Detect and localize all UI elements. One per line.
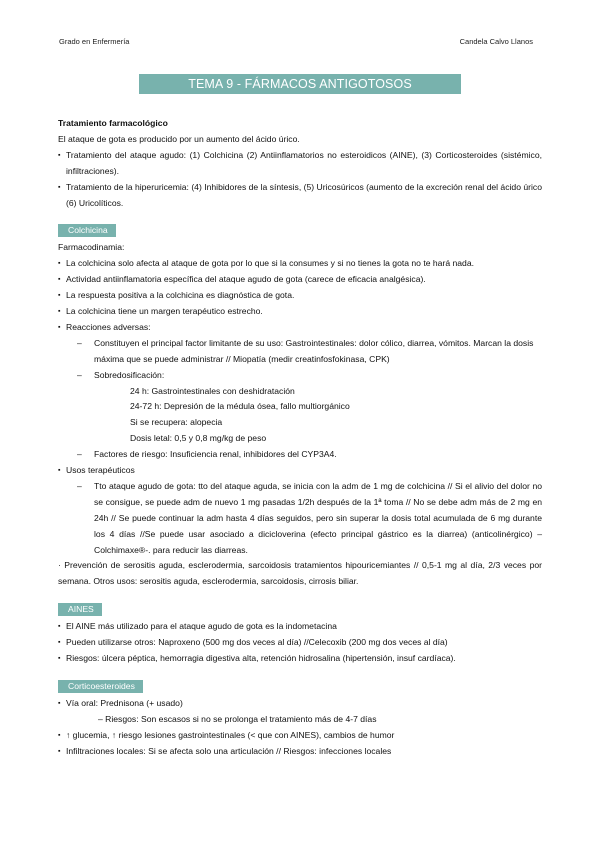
list-item: ▪ ↑ glucemia, ↑ riesgo lesiones gastrointestinales (< que con AINES), cambios de humor xyxy=(58,728,542,744)
list-item: ▪ La colchicina tiene un margen terapéutico estrecho. xyxy=(58,304,542,320)
prevention-paragraph: · Prevención de serositis aguda, esclerodermia, sarcoidosis tratamientos hipouricemiantes // 0,5-1 mg al día, 2/3 veces por semana. Otros usos: serositis aguda, esclerodermia, sarcoidosis, cirrosis biliar. xyxy=(58,560,542,587)
topic-banner: TEMA 9 - FÁRMACOS ANTIGOTOSOS (HIPOURICEMIANTES) xyxy=(139,74,461,94)
overdose-item: 24-72 h: Depresión de la médula ósea, fallo multiorgánico xyxy=(130,401,350,412)
section-tag-corticoesteroides: Corticoesteroides xyxy=(58,680,143,693)
list-item: ▪ Pueden utilizarse otros: Naproxeno (500 mg dos veces al día) //Celecoxib (200 mg dos veces al día) xyxy=(58,635,542,651)
overdose-item: Si se recupera: alopecia xyxy=(130,417,223,428)
list-item: ▪ La respuesta positiva a la colchicina es diagnóstica de gota. xyxy=(58,288,542,304)
list-item: ▪ Riesgos: úlcera péptica, hemorragia digestiva alta, retención hidrosalina (hipertensión, insuf cardíaca). xyxy=(58,651,542,667)
sub-list-item: – Sobredosificación: xyxy=(77,369,165,380)
list-item: ▪ Usos terapéuticos xyxy=(58,463,542,479)
overdose-item: 24 h: Gastrointestinales con deshidratación xyxy=(130,385,295,396)
document-body xyxy=(58,116,542,759)
sub-list-item: – Riesgos: Son escasos si no se prolonga el tratamiento más de 4-7 días xyxy=(98,713,377,724)
list-item: ▪ Reacciones adversas: xyxy=(58,320,542,336)
subheading: Farmacodinamia: xyxy=(58,242,125,253)
sub-list-item: – Constituyen el principal factor limitante de su uso: Gastrointestinales: dolor cólico, diarrea, vómitos. Marcan la dosis máxima que se puede administrar // Miopatía (medir creatinfosfokinasa, CPK) xyxy=(77,337,534,364)
list-item: ▪ Vía oral: Prednisona (+ usado) xyxy=(58,696,542,712)
sub-list-item: – Tto ataque agudo de gota: tto del ataque aguda, se inicia con la adm de 1 mg de colchicina // Si el alivio del dolor no se consigue, se puede adm de nuevo 1 mg pasadas 1/2h después de la 1ª toma // No se debe adm más de 2 mg en 24h // Se puede continuar la adm hasta 4 días seguidos, pero sin superar la dosis total acumulada de 6 mg durante los 4 días //Se puede usar asociado a dicicloverina (efecto principal gástrico es la diarrea) (anticolinérgico) – Colchimaxe®-. para reducir las diarreas. xyxy=(77,480,542,555)
header-course: Grado en Enfermería xyxy=(59,37,130,46)
list-item: ▪ Tratamiento del ataque agudo: (1) Colchicina (2) Antiinflamatorios no esteroidicos (AINE), (3) Corticosteroides (sistémico, infiltraciones). xyxy=(58,148,542,180)
list-item: ▪ Infiltraciones locales: Si se afecta solo una articulación // Riesgos: infecciones locales xyxy=(58,744,542,760)
overdose-item: Dosis letal: 0,5 y 0,8 mg/kg de peso xyxy=(130,433,267,444)
section-tag-aines: AINES xyxy=(58,603,102,616)
header-author: Candela Calvo Llanos xyxy=(459,37,533,46)
list-item: ▪ Actividad antiinflamatoria específica del ataque agudo de gota (carece de eficacia analgésica). xyxy=(58,272,542,288)
section-tag-colchicina: Colchicina xyxy=(58,224,116,237)
section-heading: Tratamiento farmacológico xyxy=(58,118,168,128)
sub-list-item: – Factores de riesgo: Insuficiencia renal, inhibidores del CYP3A4. xyxy=(77,449,337,460)
list-item: ▪ La colchicina solo afecta al ataque de gota por lo que si la consumes y si no tienes la gota no te hará nada. xyxy=(58,256,542,272)
list-item: ▪ El AINE más utilizado para el ataque agudo de gota es la indometacina xyxy=(58,619,542,635)
intro-line: El ataque de gota es producido por un aumento del ácido úrico. xyxy=(58,133,300,144)
list-item: ▪ Tratamiento de la hiperuricemia: (4) Inhibidores de la síntesis, (5) Uricosúricos (aumento de la excreción renal del ácido úrico (6) Uricolíticos. xyxy=(58,180,542,212)
